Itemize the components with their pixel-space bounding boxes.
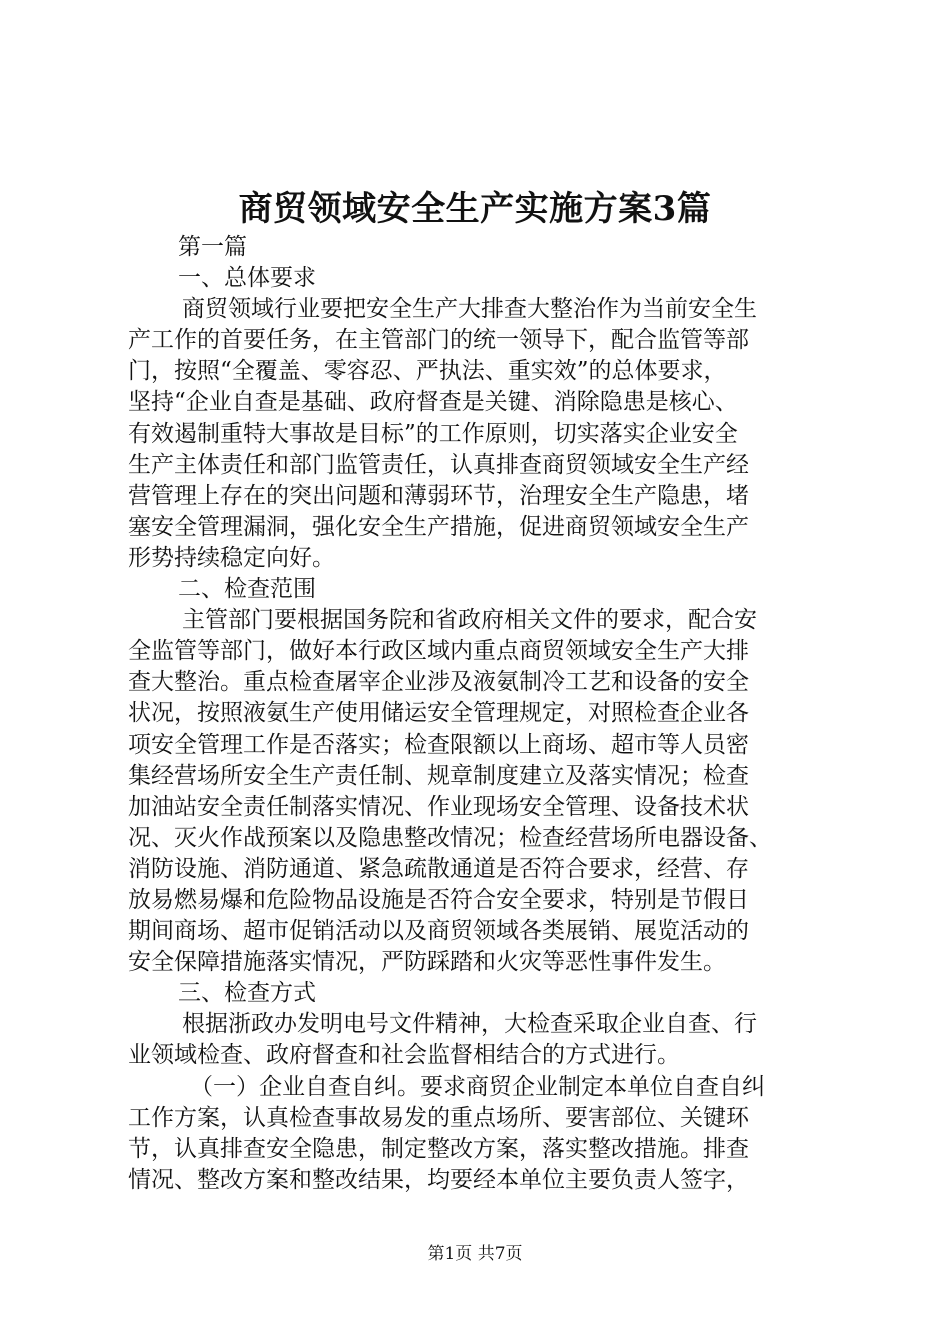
paragraph-line: 塞安全管理漏洞，强化安全生产措施，促进商贸领域安全生产 [128,513,749,540]
section-heading: 二、检查范围 [178,576,316,603]
paragraph-line: 生产主体责任和部门监管责任，认真排查商贸领域安全生产经 [128,451,749,478]
paragraph-line: 工作方案，认真检查事故易发的重点场所、要害部位、关键环 [128,1104,749,1131]
paragraph-line: 坚持“企业自查是基础、政府督查是关键、消除隐患是核心、 [128,389,738,416]
paragraph-line: 消防设施、消防通道、紧急疏散通道是否符合要求，经营、存 [128,855,749,882]
paragraph-line: 营管理上存在的突出问题和薄弱环节，治理安全生产隐患，堵 [128,482,749,509]
paragraph-line: 加油站安全责任制落实情况、作业现场安全管理、设备技术状 [128,793,749,820]
paragraph-line: 期间商场、超市促销活动以及商贸领域各类展销、展览活动的 [128,918,749,945]
paragraph-line: 商贸领域行业要把安全生产大排查大整治作为当前安全生 [182,296,757,323]
section-heading: 三、检查方式 [178,980,316,1007]
document-body [128,232,830,1196]
paragraph-line: 门，按照“全覆盖、零容忍、严执法、重实效”的总体要求， [128,358,727,385]
paragraph-line: 查大整治。重点检查屠宰企业涉及液氨制冷工艺和设备的安全 [128,669,749,696]
page-footer: 第1页 共7页 [427,1244,523,1264]
paragraph-line: 业领域检查、政府督查和社会监督相结合的方式进行。 [128,1042,680,1069]
paragraph-line: 根据浙政办发明电号文件精神，大检查采取企业自查、行 [182,1011,757,1038]
paragraph-line: 节，认真排查安全隐患，制定整改方案，落实整改措施。排查 [128,1135,749,1162]
section-heading: 第一篇 [178,234,247,260]
paragraph-line: 安全保障措施落实情况，严防踩踏和火灾等恶性事件发生。 [128,949,726,976]
paragraph-line: （一）企业自查自纠。要求商贸企业制定本单位自查自纠 [190,1073,765,1100]
paragraph-line: 全监管等部门，做好本行政区域内重点商贸领域安全生产大排 [128,638,749,665]
section-heading: 一、总体要求 [178,265,316,292]
paragraph-line: 项安全管理工作是否落实；检查限额以上商场、超市等人员密 [128,731,749,758]
document-title: 商贸领域安全生产实施方案3篇 [238,189,712,229]
paragraph-line: 况、灭火作战预案以及隐患整改情况；检查经营场所电器设备、 [128,824,772,851]
paragraph-line: 有效遏制重特大事故是目标”的工作原则，切实落实企业安全 [128,420,738,447]
paragraph-line: 状况，按照液氨生产使用储运安全管理规定，对照检查企业各 [128,700,749,727]
paragraph-line: 情况、整改方案和整改结果，均要经本单位主要负责人签字， [128,1166,749,1193]
paragraph-line: 形势持续稳定向好。 [128,544,335,571]
paragraph-line: 主管部门要根据国务院和省政府相关文件的要求，配合安 [182,607,757,634]
paragraph-line: 集经营场所安全生产责任制、规章制度建立及落实情况；检查 [128,762,749,789]
paragraph-line: 产工作的首要任务，在主管部门的统一领导下，配合监管等部 [128,327,749,354]
paragraph-line: 放易燃易爆和危险物品设施是否符合安全要求，特别是节假日 [128,886,749,913]
